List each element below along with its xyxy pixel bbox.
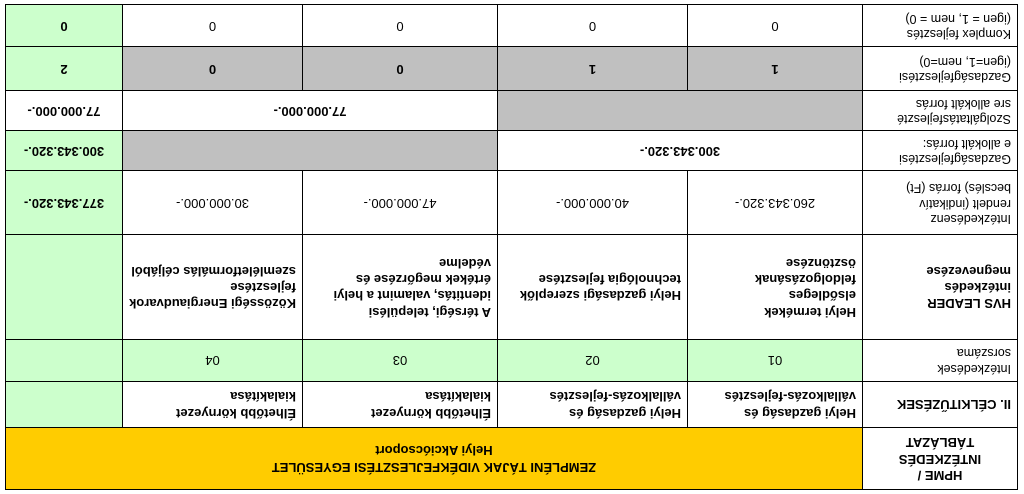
objectives-total-cell bbox=[5, 381, 122, 427]
economic-flag-row bbox=[5, 47, 1017, 91]
complex-flag: 0 bbox=[123, 5, 303, 47]
economic-allocation-row bbox=[5, 131, 1017, 171]
economic-allocation-empty bbox=[123, 131, 498, 171]
allocated-amount: 40.000.000.- bbox=[498, 171, 688, 235]
complex-flag-row bbox=[5, 5, 1017, 47]
objectives-label: II. CÉLKITŰZÉSEK bbox=[863, 381, 1018, 427]
measure-name: Helyi termékek elsődleges feldolgozásának ösztönzése bbox=[688, 235, 863, 339]
measure-table bbox=[5, 4, 1018, 490]
objective-cell: Élhetőbb környezet kialakítása bbox=[123, 381, 303, 427]
allocated-amount: 30.000.000.- bbox=[123, 171, 303, 235]
allocated-funds-label: Intézkedésenz rendelt (indikatív becslés) forrás (Ft) bbox=[863, 171, 1018, 235]
service-allocation-label: Szolgáltatásfejleszté sre allokált forrás bbox=[863, 91, 1018, 131]
economic-flag: 1 bbox=[688, 47, 863, 91]
economic-flag-label: Gazdaságfejlesztési (igen=1, nem=0) bbox=[863, 47, 1018, 91]
economic-flag: 1 bbox=[498, 47, 688, 91]
complex-flag: 0 bbox=[498, 5, 688, 47]
table-title: HPME / INTÉZKEDÉS TÁBLÁZAT bbox=[863, 427, 1018, 489]
economic-allocation-value: 300.343.320.- bbox=[498, 131, 863, 171]
measure-name-label: HVS LEADER intézkedés megnevezése bbox=[863, 235, 1018, 339]
economic-allocation-label: Gazdaságfejlesztési e allokált forrás: bbox=[863, 131, 1018, 171]
measure-name-row bbox=[5, 235, 1017, 339]
measure-name-total-cell bbox=[5, 235, 122, 339]
header-row bbox=[5, 427, 1017, 489]
objectives-row bbox=[5, 381, 1017, 427]
complex-flag-label: Komplex fejlesztés (igen = 1, nem = 0) bbox=[863, 5, 1018, 47]
measure-number-label: Intézkedések sorszáma bbox=[863, 339, 1018, 381]
allocated-total: 377.343.320.- bbox=[5, 171, 122, 235]
objective-cell: Helyi gazdaság és vállalkozás-fejlesztés bbox=[498, 381, 688, 427]
organization-name: ZEMPLÉNI TÁJAK VIDÉKFEJLESZTÉSI EGYESÜLET Helyi Akciócsoport bbox=[5, 427, 862, 489]
economic-flag: 0 bbox=[303, 47, 498, 91]
measure-name: A térségi, települési identitás, valamint a helyi értékek megőrzése és védelme bbox=[303, 235, 498, 339]
objective-cell: Élhetőbb környezet kialakítása bbox=[303, 381, 498, 427]
measure-name: Közösségi Energiaudvarok fejlesztése szemléletformálás céljából bbox=[123, 235, 303, 339]
allocated-amount: 47.000.000.- bbox=[303, 171, 498, 235]
complex-flag: 0 bbox=[303, 5, 498, 47]
measure-number-total-cell bbox=[5, 339, 122, 381]
service-allocation-value: 77.000.000.- bbox=[123, 91, 498, 131]
service-allocation-row bbox=[5, 91, 1017, 131]
measure-number: 04 bbox=[123, 339, 303, 381]
measure-number: 01 bbox=[688, 339, 863, 381]
measure-number-row bbox=[5, 339, 1017, 381]
measure-name: Helyi gazdasági szereplők technológia fejlesztése bbox=[498, 235, 688, 339]
service-allocation-empty bbox=[498, 91, 863, 131]
economic-flag-total: 2 bbox=[5, 47, 122, 91]
complex-flag: 0 bbox=[688, 5, 863, 47]
allocated-funds-row bbox=[5, 171, 1017, 235]
allocated-amount: 260.343.320.- bbox=[688, 171, 863, 235]
economic-allocation-total: 300.343.320.- bbox=[5, 131, 122, 171]
complex-flag-total: 0 bbox=[5, 5, 122, 47]
measure-number: 02 bbox=[498, 339, 688, 381]
service-allocation-total: 77.000.000.- bbox=[5, 91, 122, 131]
economic-flag: 0 bbox=[123, 47, 303, 91]
measure-number: 03 bbox=[303, 339, 498, 381]
objective-cell: Helyi gazdaság és vállalkozás-fejlesztés bbox=[688, 381, 863, 427]
